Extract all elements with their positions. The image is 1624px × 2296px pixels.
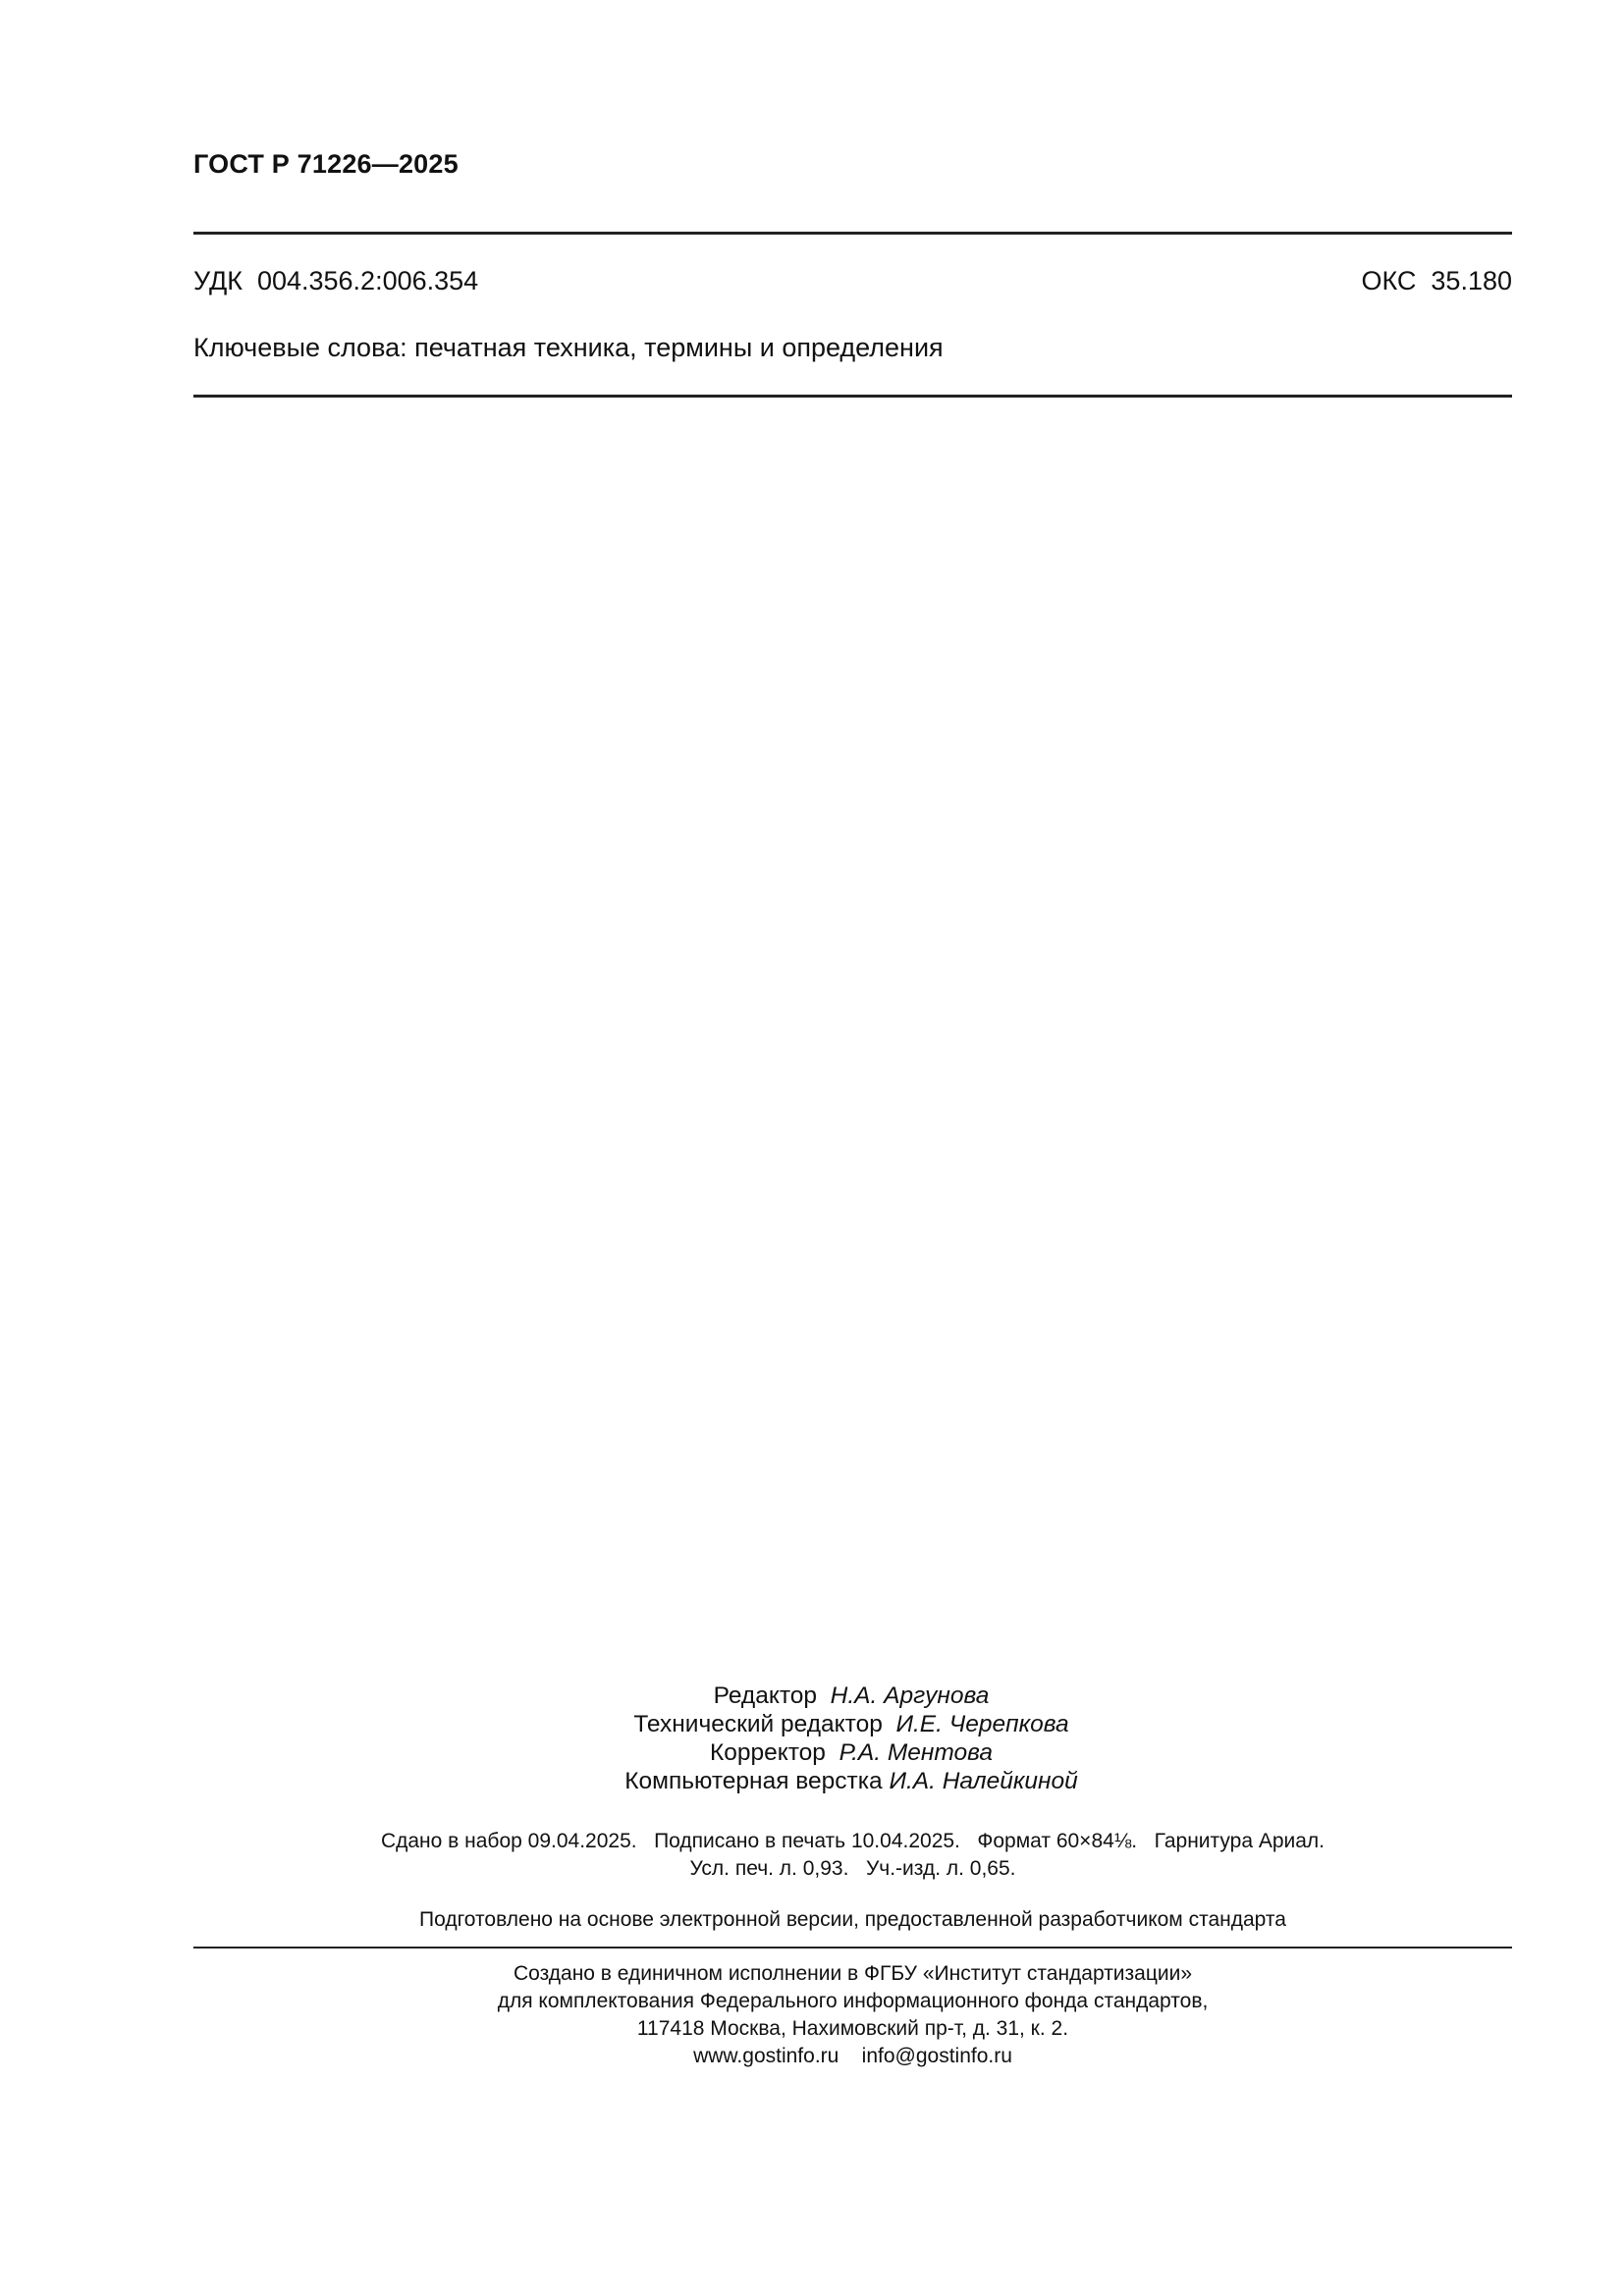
imprint-line-1: Сдано в набор 09.04.2025. Подписано в печать 10.04.2025. Формат 60×84⅛. Гарнитура Ариал. (380, 1830, 1326, 1852)
credit-layout (0, 1767, 1624, 1795)
top-rule (193, 232, 1512, 235)
imprint-line-2: Усл. печ. л. 0,93. Уч.-изд. л. 0,65. (689, 1857, 1016, 1880)
prepared-note: Подготовлено на основе электронной версии, предоставленной разработчиком стандарта (419, 1908, 1286, 1931)
credit-role: Компьютерная верстка (624, 1768, 883, 1794)
imprint-block (193, 1828, 1512, 1883)
keywords-line: Ключевые слова: печатная техника, термины и определения (193, 333, 944, 362)
credit-role: Корректор (709, 1739, 826, 1766)
credit-role: Технический редактор (633, 1711, 883, 1737)
credits-block (0, 1682, 1624, 1795)
publisher-line-2: для комплектования Федерального информационного фонда стандартов, (497, 1990, 1209, 2012)
credit-person: И.А. Налейкиной (889, 1768, 1078, 1794)
document-code: ГОСТ Р 71226—2025 (193, 149, 459, 179)
udk-code: УДК 004.356.2:006.354 (193, 266, 479, 295)
credit-person: И.Е. Черепкова (895, 1711, 1069, 1737)
header-bottom-rule (193, 395, 1512, 398)
publisher-line-3: 117418 Москва, Нахимовский пр-т, д. 31, к. 2. (636, 2017, 1069, 2040)
credit-role: Редактор (713, 1682, 818, 1709)
footer-rule (193, 1947, 1512, 1949)
publisher-line-4: www.gostinfo.ru info@gostinfo.ru (693, 2045, 1012, 2067)
publisher-block (193, 1960, 1512, 2070)
credit-editor (0, 1682, 1624, 1710)
credit-proofreader (0, 1738, 1624, 1767)
credit-person: Н.А. Аргунова (830, 1682, 990, 1709)
credit-tech-editor (0, 1710, 1624, 1738)
oks-code: ОКС 35.180 (1361, 266, 1512, 295)
credit-person: Р.А. Ментова (839, 1739, 994, 1766)
publisher-line-1: Создано в единичном исполнении в ФГБУ «Институт стандартизации» (513, 1962, 1193, 1985)
